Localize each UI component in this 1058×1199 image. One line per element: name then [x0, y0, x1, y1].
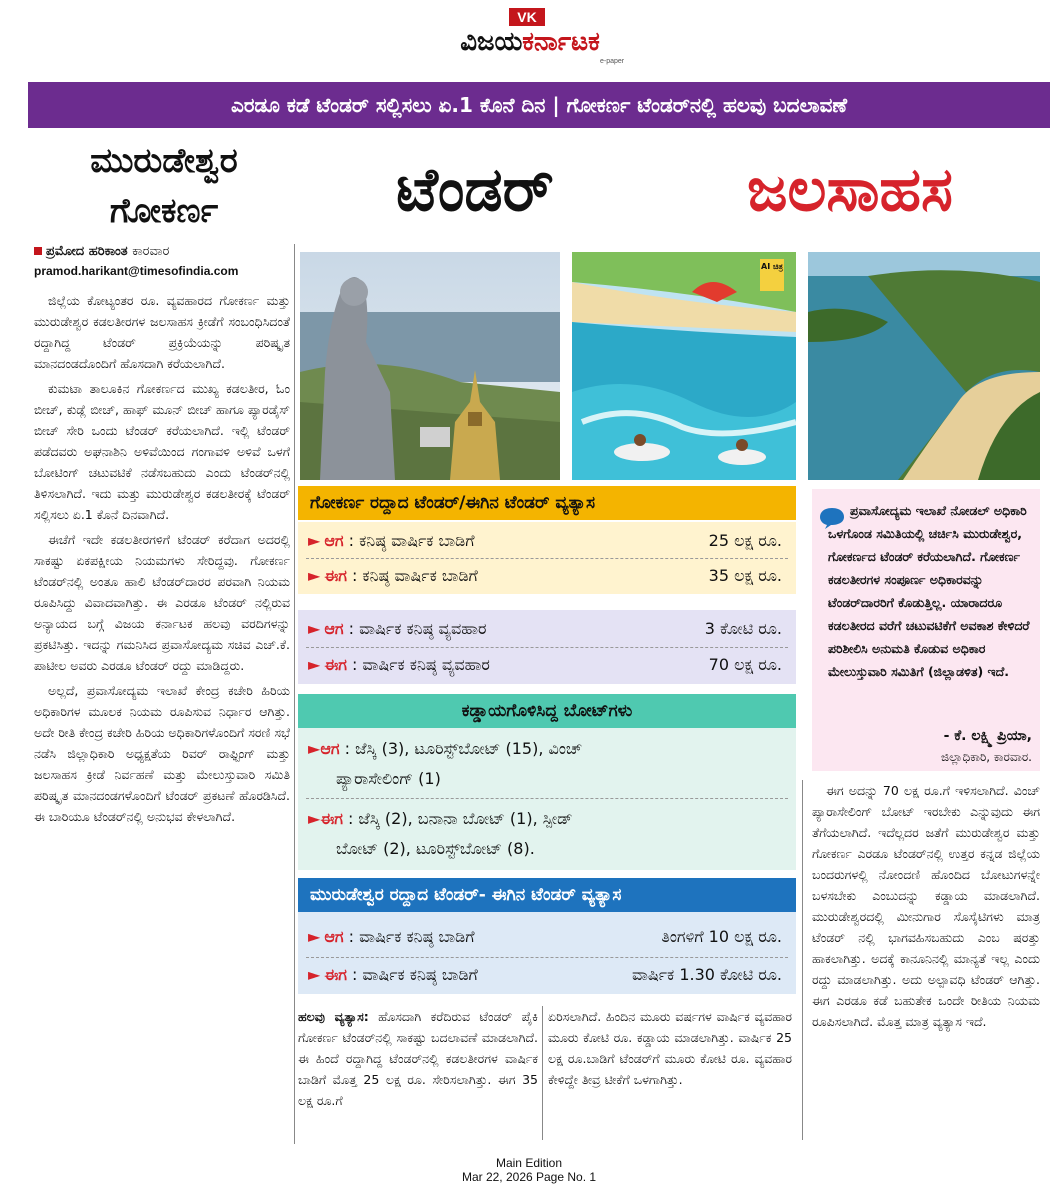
column-divider [802, 780, 803, 1140]
column-divider [542, 1006, 543, 1140]
row-value: ವಾರ್ಷಿಕ 1.30 ಕೋಟಿ ರೂ. [631, 965, 782, 984]
murudeshwar-box-title: ಮುರುಡೇಶ್ವರ ರದ್ದಾದ ಟೆಂಡರ್- ಈಗಿನ ಟೆಂಡರ್ ವ್ಯತ್ಯಾಸ [298, 878, 796, 912]
murudeshwar-row-then [298, 920, 796, 954]
boats-box-title: ಕಡ್ಡಾಯಗೊಳಿಸಿದ್ದ ಬೋಟ್‌ಗಳು [298, 694, 796, 728]
footer-edition: Main Edition [495, 1156, 563, 1170]
gokarna-row-turnover-now [298, 648, 796, 682]
row-tag: ಈಗ [324, 566, 347, 585]
boats-now-line2: ಬೋಟ್ (2), ಟೂರಿಸ್ಟ್‌ಬೋಟ್ (8). [336, 839, 535, 858]
arrow-icon: ► [308, 927, 321, 946]
row-label: : ಕನಿಷ್ಠ ವಾರ್ಷಿಕ ಬಾಡಿಗೆ [351, 566, 478, 585]
col1-paragraph: ಕುಮಟಾ ತಾಲೂಕಿನ ಗೋಕರ್ಣದ ಮುಖ್ಯ ಕಡಲತೀರ, ಓಂ ಬೀಚ್, ಕುಡ್ಲೆ ಬೀಚ್, ಹಾಫ್ ಮೂನ್ ಬೀಚ್ ಹಾಗೂ ಪ್ಯಾರಡೈಸ್ ಬೀಚ್ ಸೇರಿ ಒಂದು ಟೆಂಡರ್ ಕರೆಯಲಾಗಿದೆ. ಇಲ್ಲಿ ಟೆಂಡರ್ ಪಡೆದವರು ಅಘನಾಶಿನಿ ಅಳಿವೆಯಿಂದ ಗಂಗಾವಳಿ ಅಳಿವೆ ಒಳಗೆ ಬೋಟಿಂಗ್ ಚಟುವಟಿಕೆ ನಡೆಸಬಹುದು ಎಂದು ಟೆಂಡರ್‌ನಲ್ಲಿ ತಿಳಿಸಲಾಗಿದೆ. ಇದು ಮತ್ತು ಮುರುಡೇಶ್ವರ ಕಡಲತೀರಕ್ಕೆ ಟೆಂಡರ್ ಸಲ್ಲಿಸಲು ಏ.1 ಕೊನೆ ದಿನವಾಗಿದೆ. [34, 381, 290, 522]
article-column-right: ಈಗ ಅದನ್ನು 70 ಲಕ್ಷ ರೂ.ಗೆ ಇಳಿಸಲಾಗಿದೆ. ವಿಂಚ್ ಪ್ಯಾರಾಸೇಲಿಂಗ್ ಬೋಟ್ ಇರಬೇಕು ಎನ್ನುವುದು ಈಗ ತೆಗೆಯಲಾಗಿದೆ. ಇದೆಲ್ಲದರ ಜತೆಗೆ ಮುರುಡೇಶ್ವರ ಮತ್ತು ಗೋಕರ್ಣ ಎರಡೂ ಟೆಂಡರ್‌ನಲ್ಲಿ ಉತ್ತರ ಕನ್ನಡ ಜಿಲ್ಲೆಯ ಬಂದರುಗಳಲ್ಲಿ ನೋಂದಣಿ ಹೊಂದಿದ ಬೋಟುಗಳನ್ನೇ ಬಳಸಬೇಕು ಎಂಬುದನ್ನು ಕಡ್ಡಾಯ ಮಾಡಲಾಗಿದೆ. ಮುರುಡೇಶ್ವರದಲ್ಲಿ ಮೀನುಗಾರ ಸೊಸೈಟಿಗಳು ಮಾತ್ರ ಟೆಂಡರ್ ನಲ್ಲಿ ಭಾಗವಹಿಸಬಹುದು ಎಂಬ ಷರತ್ತು ಹಾಕಲಾಗಿತ್ತು. ಅದಕ್ಕೆ ಕಾನೂನಿನಲ್ಲಿ ಮಾನ್ಯತೆ ಇಲ್ಲ ಎಂದು ರದ್ದು ಮಾಡಲಾಗಿತ್ತು. ಅದು ಅಲ್ಪಾವಧಿ ಟೆಂಡರ್ ಆಗಿತ್ತು. ಈಗ ಎರಡೂ ಕಡೆ ಬಹುತೇಕ ಒಂದೇ ರೀತಿಯ ನಿಯಮ ರೂಪಿಸಲಾಗಿದೆ. ಮೊತ್ತ ಮಾತ್ರ ವ್ಯತ್ಯಾಸ ಇದೆ. [812, 783, 1040, 1029]
masthead-title [421, 26, 639, 58]
arrow-icon: ► [308, 739, 321, 758]
row-tag: ಈಗ [324, 965, 347, 984]
row-value: 35 ಲಕ್ಷ ರೂ. [708, 566, 782, 585]
headline-right: ಜಲಸಾಹಸ [747, 155, 953, 225]
ai-image-badge: AI ಚಿತ್ರ [760, 259, 784, 291]
gokarna-row-rent-then [298, 524, 796, 558]
col1-paragraph: ಅಲ್ಲದೆ, ಪ್ರವಾಸೋದ್ಯಮ ಇಲಾಖೆ ಕೇಂದ್ರ ಕಚೇರಿ ಹಿರಿಯ ಅಧಿಕಾರಿಗಳ ಮೂಲಕ ನಿಯಮ ರೂಪಿಸುವ ನಿರ್ಧಾರ ಆಗಿತ್ತು. ಅದೇ ರೀತಿ ಕೇಂದ್ರ ಕಚೇರಿ ಹಿರಿಯ ಅಧಿಕಾರಿಗಳೊಂದಿಗೆ ಸರಣಿ ಸಭೆ ನಡೆಸಿ ಜಿಲ್ಲಾಧಿಕಾರಿ ಅಧ್ಯಕ್ಷತೆಯ ರಿವರ್ ರಾಫ್ಟಿಂಗ್ ಮತ್ತು ಜಲಸಾಹಸ ಕ್ರೀಡೆ ನಿರ್ವಹಣೆ ಮತ್ತು ಮೇಲುಸ್ತುವಾರಿ ಸಮಿತಿ ಪರಿಷ್ಕೃತ ಮಾನದಂಡಗಳೊಂದಿಗೆ ಟೆಂಡರ್ ಪ್ರಕಟಣೆ ಹೊರಡಿಸಿದೆ. ಈ ಬಾರಿಯೂ ಟೆಂಡರ್‌ನಲ್ಲಿ ಅನುಭವ ಕೇಳಲಾಗಿದೆ. [34, 683, 290, 824]
arrow-icon: ► [308, 531, 321, 550]
byline-name: ಪ್ರಮೋದ ಹರಿಕಾಂತ [46, 244, 128, 259]
boats-now [308, 804, 788, 864]
arrow-icon: ► [308, 655, 321, 674]
gokarna-tender-box [298, 486, 796, 686]
byline-place: ಕಾರವಾರ [132, 244, 170, 259]
murudeshwar-row-now [298, 958, 796, 992]
row-label: : ವಾರ್ಷಿಕ ಕನಿಷ್ಠ ಬಾಡಿಗೆ [348, 927, 475, 946]
photo-gokarna-beach [808, 252, 1040, 480]
column-divider [294, 244, 295, 1144]
arrow-icon: ► [308, 566, 321, 585]
article-bottom-col-1 [298, 1006, 538, 1111]
row-label: : ವಾರ್ಷಿಕ ಕನಿಷ್ಠ ವ್ಯವಹಾರ [348, 619, 487, 638]
boats-box [298, 694, 796, 870]
gokarna-turnover-rows [298, 610, 796, 684]
vk-logo-badge: VK [509, 8, 545, 26]
headline-left-line1: ಮುರುಡೇಶ್ವರ [90, 141, 238, 181]
row-label: : ವಾರ್ಷಿಕ ಕನಿಷ್ಠ ವ್ಯವಹಾರ [351, 655, 490, 674]
col1-paragraph: ಜಿಲ್ಲೆಯ ಕೋಟ್ಯಂತರ ರೂ. ವ್ಯವಹಾರದ ಗೋಕರ್ಣ ಮತ್ತು ಮುರುಡೇಶ್ವರ ಕಡಲತೀರಗಳ ಜಲಸಾಹಸ ಕ್ರೀಡೆಗೆ ಸಂಬಂಧಿಸಿದಂತೆ ರದ್ದಾಗಿದ್ದ ಟೆಂಡರ್ ಪ್ರಕ್ರಿಯೆಯನ್ನು ಪರಿಷ್ಕೃತ ಮಾನದಂಡದೊಂದಿಗೆ ಹೊಸದಾಗಿ ಕರೆಯಲಾಗಿದೆ. [34, 293, 290, 371]
byline [34, 244, 292, 259]
byline-email: pramod.harikant@timesofindia.com [34, 264, 239, 278]
row-tag: ಆಗ [324, 531, 344, 550]
headline-left [44, 136, 284, 240]
boats-then [308, 734, 788, 794]
col1-paragraph: ಈಚೆಗೆ ಇದೇ ಕಡಲತೀರಗಳಿಗೆ ಟೆಂಡರ್ ಕರೆದಾಗ ಅದರಲ್ಲಿ ಸಾಕಷ್ಟು ಏಕಪಕ್ಷೀಯ ನಿಯಮಗಳು ಸೇರಿದ್ದವು. ಗೋಕರ್ಣ ಟೆಂಡರ್‌ನಲ್ಲಿ ಅಂತೂ ಹಾಲಿ ಟೆಂಡರ್‌ದಾರರ ಪರವಾಗಿ ನಿಯಮ ರೂಪಿಸಿದ್ದು ವಿವಾದವಾಗಿತ್ತು. ಈ ಎರಡೂ ಟೆಂಡರ್ ನಲ್ಲಿರುವ ಅನ್ಯಾಯದ ಬಗ್ಗೆ ವಿಜಯ ಕರ್ನಾಟಕ ಹಲವು ವರದಿಗಳನ್ನು ಪ್ರಕಟಿಸಿತ್ತು. ಇದನ್ನು ಗಮನಿಸಿದ ಪ್ರವಾಸೋದ್ಯಮ ಸಚಿವ ಎಚ್.ಕೆ. ಪಾಟೀಲ ಅವರು ಎರಡೂ ಟೆಂಡರ್ ರದ್ದು ಮಾಡಿದ್ದರು. [34, 532, 290, 673]
photo-murudeshwar-statue [300, 252, 560, 480]
gokarna-rent-rows [298, 522, 796, 594]
row-tag: ಆಗ [324, 927, 344, 946]
row-label: : ಕನಿಷ್ಠ ವಾರ್ಷಿಕ ಬಾಡಿಗೆ [348, 531, 475, 550]
boats-now-line1: : ಜೆಸ್ಕಿ (2), ಬನಾನಾ ಬೋಟ್ (1), ಸ್ಪೀಡ್ [347, 809, 573, 828]
row-value: 3 ಕೋಟಿ ರೂ. [704, 619, 782, 638]
row-tag: ಆಗ [324, 619, 344, 638]
row-label: : ವಾರ್ಷಿಕ ಕನಿಷ್ಠ ಬಾಡಿಗೆ [351, 965, 478, 984]
quote-author: - ಕೆ. ಲಕ್ಷ್ಮಿ ಪ್ರಿಯಾ, [943, 728, 1032, 744]
article-bottom-col-2: ಏರಿಸಲಾಗಿದೆ. ಹಿಂದಿನ ಮೂರು ವರ್ಷಗಳ ವಾರ್ಷಿಕ ವ್ಯವಹಾರ ಮೂರು ಕೋಟಿ ರೂ. ಕಡ್ಡಾಯ ಮಾಡಲಾಗಿತ್ತು. ವಾರ್ಷಿಕ 25 ಲಕ್ಷ ರೂ.ಬಾಡಿಗೆ ಟೆಂಡರ್‌ಗೆ ಮೂರು ಕೋಟಿ ರೂ. ವ್ಯವಹಾರ ಕೇಳಿದ್ದೇ ತೀವ್ರ ಟೀಕೆಗೆ ಒಳಗಾಗಿತ್ತು. [548, 1009, 792, 1087]
article-column-1 [34, 290, 290, 1140]
murudeshwar-tender-box [298, 878, 796, 994]
gokarna-row-rent-now [298, 559, 796, 593]
page-footer [0, 1156, 1058, 1184]
boats-then-line2: ಪ್ಯಾರಾಸೇಲಿಂಗ್ (1) [336, 769, 441, 788]
row-separator [306, 798, 788, 799]
row-value: 25 ಲಕ್ಷ ರೂ. [708, 531, 782, 550]
boats-then-line1: : ಜೆಸ್ಕಿ (3), ಟೂರಿಸ್ಟ್‌ಬೋಟ್ (15), ವಿಂಚ್ [344, 739, 583, 758]
boats-now-tag: ಈಗ [320, 809, 343, 828]
row-tag: ಈಗ [324, 655, 347, 674]
gokarna-box-title: ಗೋಕರ್ಣ ರದ್ದಾದ ಟೆಂಡರ್/ಈಗಿನ ಟೆಂಡರ್ ವ್ಯತ್ಯಾಸ [298, 486, 796, 520]
top-strap: ಎರಡೂ ಕಡೆ ಟೆಂಡರ್ ಸಲ್ಲಿಸಲು ಏ.1 ಕೊನೆ ದಿನ | ಗೋಕರ್ಣ ಟೆಂಡರ್‌ನಲ್ಲಿ ಹಲವು ಬದಲಾವಣೆ [28, 82, 1050, 128]
gokarna-row-turnover-then [298, 612, 796, 646]
byline-marker-icon [34, 247, 42, 255]
quote-text: ಪ್ರವಾಸೋದ್ಯಮ ಇಲಾಖೆ ನೋಡಲ್ ಅಧಿಕಾರಿ ಒಳಗೊಂಡ ಸಮಿತಿಯಲ್ಲಿ ಚರ್ಚಿಸಿ ಮುರುಡೇಶ್ವರ, ಗೋಕರ್ಣದ ಟೆಂಡರ್ ಕರೆಯಲಾಗಿದೆ. ಗೋಕರ್ಣ ಕಡಲತೀರಗಳ ಸಂಪೂರ್ಣ ಅಧಿಕಾರವನ್ನು ಟೆಂಡರ್‌ದಾರರಿಗೆ ಕೊಡುತ್ತಿಲ್ಲ. ಯಾರಾದರೂ ಕಡಲತೀರದ ವರೆಗೆ ಚಟುವಟಿಕೆಗೆ ಅವಕಾಶ ಕೇಳಿದರೆ ಪರಿಶೀಲಿಸಿ ಅನುಮತಿ ಕೊಡುವ ಅಧಿಕಾರ ಮೇಲುಸ್ತುವಾರಿ ಸಮಿತಿಗೆ (ಜಿಲ್ಲಾಡಳಿತ) ಇದೆ. [828, 503, 1030, 679]
subhead: ಹಲವು ವ್ಯತ್ಯಾಸ: [298, 1009, 369, 1024]
arrow-icon: ► [308, 619, 321, 638]
quote-role: ಜಿಲ್ಲಾಧಿಕಾರಿ, ಕಾರವಾರ. [941, 750, 1032, 764]
footer-date-page: Mar 22, 2026 Page No. 1 [461, 1170, 597, 1184]
headline-left-line2: ಗೋಕರ್ಣ [109, 191, 219, 231]
boats-then-tag: ಆಗ [320, 739, 340, 758]
masthead-subtitle: e-paper [600, 58, 625, 65]
bottom-col1-text: ಹೊಸದಾಗಿ ಕರೆದಿರುವ ಟೆಂಡರ್ ಪೈಕಿ ಗೋಕರ್ಣ ಟೆಂಡರ್‌ನಲ್ಲಿ ಸಾಕಷ್ಟು ಬದಲಾವಣೆ ಮಾಡಲಾಗಿದೆ. ಈ ಹಿಂದೆ ರದ್ದಾಗಿದ್ದ ಟೆಂಡರ್‌ನಲ್ಲಿ ಕಡಲತೀರಗಳ ವಾರ್ಷಿಕ ಬಾಡಿಗೆ ಮೊತ್ತ 25 ಲಕ್ಷ ರೂ. ಸೇರಿಸಲಾಗಿತ್ತು. ಈಗ 35 ಲಕ್ಷ ರೂ.ಗೆ [298, 1009, 538, 1108]
masthead-title-part1: ವಿಜಯ [460, 27, 523, 57]
masthead-title-part2: ಕರ್ನಾಟಕ [522, 27, 600, 57]
headline-middle: ಟೆಂಡರ್ [396, 155, 554, 225]
arrow-icon: ► [308, 809, 321, 828]
row-value: ತಿಂಗಳಿಗೆ 10 ಲಕ್ಷ ರೂ. [661, 927, 782, 946]
arrow-icon: ► [308, 965, 321, 984]
row-value: 70 ಲಕ್ಷ ರೂ. [708, 655, 782, 674]
